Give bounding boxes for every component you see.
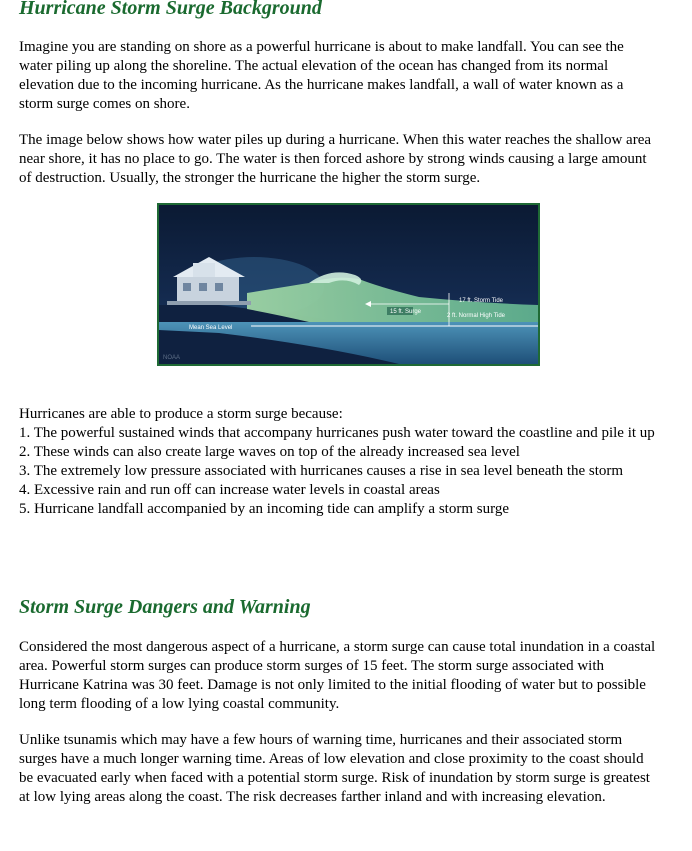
normal-high-tide-label: 2 ft. Normal High Tide [447, 313, 506, 319]
list-item: 3. The extremely low pressure associated with hurricanes causes a rise in sea level beneath the storm [19, 463, 624, 479]
page-title: Hurricane Storm Surge Background [19, 0, 322, 19]
mean-sea-level-label: Mean Sea Level [189, 325, 233, 331]
causes-list [19, 424, 659, 519]
surge-label: 15 ft. Surge [390, 309, 422, 315]
intro-paragraph: Imagine you are standing on shore as a powerful hurricane is about to make landfall. You can see the water piling up along the shoreline. The actual elevation of the ocean has changed from its normal elevation due to the incoming hurricane. As the hurricane makes landfall, a wall of water known as a storm surge comes on shore. [19, 39, 624, 112]
image-credit: NOAA [163, 355, 181, 361]
storm-tide-label: 17 ft. Storm Tide [459, 298, 504, 304]
list-item: 1. The powerful sustained winds that accompany hurricanes push water toward the coastline and pile it up [19, 425, 655, 441]
list-item: 4. Excessive rain and run off can increase water levels in coastal areas [19, 482, 440, 498]
list-item: 5. Hurricane landfall accompanied by an incoming tide can amplify a storm surge [19, 501, 509, 517]
section-heading: Storm Surge Dangers and Warning [19, 596, 311, 618]
warning-paragraph: Unlike tsunamis which may have a few hours of warning time, hurricanes and their associated storm surges have a much longer warning time. Areas of low elevation and close proximity to the coast should be evacuated early when faced with a potential storm surge. Risk of inundation by storm surge is greatest at low lying areas along the coast. The risk decreases farther inland and with increasing elevation. [19, 732, 650, 805]
causes-intro: Hurricanes are able to produce a storm surge because: [19, 406, 343, 422]
dangers-paragraph: Considered the most dangerous aspect of a hurricane, a storm surge can cause total inundation in a coastal area. Powerful storm surges can produce storm surges of 15 feet. The storm surge associated with Hurricane Katrina was 30 feet. Damage is not only limited to the initial flooding of water but to possible long term flooding of a low lying coastal community. [19, 639, 656, 712]
storm-surge-diagram [157, 203, 540, 366]
image-description-paragraph: The image below shows how water piles up during a hurricane. When this water reaches the shallow area near shore, it has no place to go. The water is then forced ashore by strong winds causing a large amount of destruction. Usually, the stronger the hurricane the higher the storm surge. [19, 132, 652, 186]
storm-surge-illustration [159, 205, 538, 364]
list-item: 2. These winds can also create large waves on top of the already increased sea level [19, 444, 520, 460]
